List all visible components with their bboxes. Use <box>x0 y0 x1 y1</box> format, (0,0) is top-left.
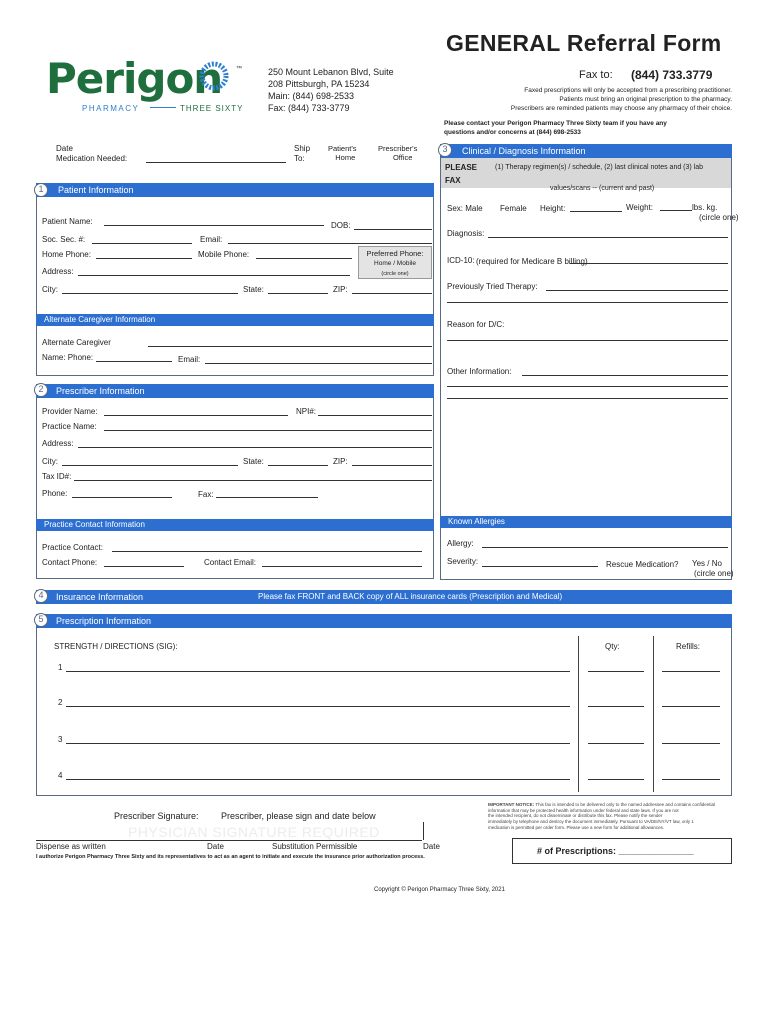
zip-field[interactable] <box>352 293 432 294</box>
rx-qty-field[interactable] <box>588 671 644 672</box>
logo-word: Perigon <box>46 54 223 103</box>
preferred-phone-label: Preferred Phone: <box>366 249 424 258</box>
rx-qty-field[interactable] <box>588 779 644 780</box>
height-label: Height: <box>540 204 566 213</box>
logo-tm: ™ <box>236 66 242 72</box>
preferred-phone-box[interactable] <box>358 246 432 279</box>
substitution-label: Substitution Permissible <box>272 842 358 851</box>
form-title: GENERAL Referral Form <box>446 30 722 56</box>
icd-label: ICD-10: <box>447 256 475 265</box>
rx-sig-field[interactable] <box>66 671 570 672</box>
rx-refills-field[interactable] <box>662 706 720 707</box>
state-label: State: <box>243 285 264 294</box>
logo-sub-left: PHARMACY <box>82 104 140 113</box>
ship-prescriber-option[interactable]: Prescriber's Office <box>378 144 418 162</box>
allergy-field[interactable] <box>482 547 728 548</box>
diagnosis-field[interactable] <box>488 237 728 238</box>
dob-label: DOB: <box>331 221 351 230</box>
ssn-label: Soc. Sec. #: <box>42 235 86 244</box>
signature-watermark: PHYSICIAN SIGNATURE REQUIRED <box>128 824 380 840</box>
refills-header: Refills: <box>676 642 701 651</box>
confidentiality-notice: IMPORTANT NOTICE: This fax is intended to be delivered only to the named addressee and contains confidential information that may be protected health information under federal and state laws. If you are not the intended recipient, do not disseminate or distribute this fax. Please notify the sender immediately by telephone and destroy the document immediately. Pursuant to VA/DE/NY/VT law, only 1 medication is permitted per order form. Please use a new form for additional allowances. <box>488 802 715 830</box>
other-info-field-2[interactable] <box>447 386 728 387</box>
contact-phone-label: Contact Phone: <box>42 558 98 567</box>
caregiver-email-label: Email: <box>178 355 201 364</box>
practice-contact-label: Practice Contact: <box>42 543 103 552</box>
prescriber-phone-field[interactable] <box>72 497 172 498</box>
date-label: Date <box>56 144 73 153</box>
allergy-label: Allergy: <box>447 539 474 548</box>
female-label[interactable]: Female <box>500 204 527 213</box>
section-5-number: 5 <box>34 613 48 627</box>
strength-header: STRENGTH / DIRECTIONS (SIG): <box>54 642 178 651</box>
caregiver-name-phone-label: Name: Phone: <box>42 353 94 362</box>
section-4-header: Insurance Information Please fax FRONT and BACK copy of ALL insurance cards (Prescription and Medical) <box>36 590 732 604</box>
section-1-header: Patient Information <box>36 183 434 197</box>
prev-therapy-label: Previously Tried Therapy: <box>447 282 538 291</box>
contact-email-label: Contact Email: <box>204 558 257 567</box>
prescriber-address-label: Address: <box>42 439 74 448</box>
rx-sig-field[interactable] <box>66 743 570 744</box>
rescue-med-label: Rescue Medication? <box>606 560 679 569</box>
prescriber-phone-label: Phone: <box>42 489 68 498</box>
icd-field[interactable] <box>570 263 728 264</box>
dob-field[interactable] <box>354 229 432 230</box>
prescriber-state-label: State: <box>243 457 264 466</box>
weight-circle-one: (circle one) <box>699 213 739 222</box>
provider-name-field[interactable] <box>104 415 288 416</box>
dispense-date-label: Date <box>207 842 224 851</box>
caregiver-field[interactable] <box>148 346 432 347</box>
please-fax-instructions: (1) Therapy regimen(s) / schedule, (2) last clinical notes and (3) lab <box>495 164 704 171</box>
num-prescriptions-box[interactable] <box>512 838 732 864</box>
tax-id-label: Tax ID#: <box>42 472 72 481</box>
tax-id-field[interactable] <box>74 480 432 481</box>
please-fax-instructions-2: values/scans -- (current and past) <box>550 185 655 192</box>
address-field[interactable] <box>78 275 350 276</box>
rx-refills-field[interactable] <box>662 743 720 744</box>
reason-dc-field[interactable] <box>447 340 728 341</box>
mobile-phone-field[interactable] <box>256 258 352 259</box>
caregiver-email-field[interactable] <box>205 363 432 364</box>
practice-name-field[interactable] <box>104 430 432 431</box>
npi-field[interactable] <box>318 415 432 416</box>
sex-label[interactable]: Sex: Male <box>447 204 483 213</box>
signature-field[interactable] <box>36 822 476 842</box>
fax-to-label: Fax to: <box>579 69 613 81</box>
prescriber-city-label: City: <box>42 457 58 466</box>
insurance-note: Please fax FRONT and BACK copy of ALL insurance cards (Prescription and Medical) <box>258 592 563 601</box>
state-field[interactable] <box>268 293 328 294</box>
practice-contact-section <box>36 531 434 579</box>
logo-sub-right: THREE SIXTY <box>180 104 244 113</box>
section-3-header: Clinical / Diagnosis Information <box>440 144 732 158</box>
prev-therapy-field-2[interactable] <box>447 302 728 303</box>
patient-email-field[interactable] <box>228 243 432 244</box>
section-3-number: 3 <box>438 143 452 157</box>
patient-name-field[interactable] <box>104 225 324 226</box>
zip-label: ZIP: <box>333 285 348 294</box>
rescue-med-yesno[interactable]: Yes / No <box>692 559 722 568</box>
authorization-text: I authorize Perigon Pharmacy Three Sixty and its representatives to act as an agent to initiate and execute the insurance prior authorization process. <box>36 854 425 860</box>
ssn-field[interactable] <box>92 243 192 244</box>
caregiver-name-field[interactable] <box>96 361 172 362</box>
other-info-field-3[interactable] <box>447 398 728 399</box>
rescue-circle-one: (circle one) <box>694 569 734 578</box>
prescriber-fax-field[interactable] <box>216 497 318 498</box>
rx-row-number: 1 <box>58 663 63 672</box>
address-block <box>268 66 394 114</box>
known-allergies-section <box>440 528 732 580</box>
home-phone-label: Home Phone: <box>42 250 91 259</box>
diagnosis-label: Diagnosis: <box>447 229 485 238</box>
signature-instructions: Prescriber, please sign and date below <box>221 811 376 821</box>
contact-email-field[interactable] <box>262 566 422 567</box>
address-line1: 250 Mount Lebanon Blvd, Suite <box>268 67 394 77</box>
address-line2: 208 Pittsburgh, PA 15234 <box>268 79 370 89</box>
notice-3: Prescribers are reminded patients may choose any pharmacy of their choice. <box>510 105 732 112</box>
dispense-label: Dispense as written <box>36 842 106 851</box>
rx-row-number: 4 <box>58 771 63 780</box>
med-needed-field[interactable] <box>146 162 286 163</box>
weight-units[interactable]: lbs. kg. <box>692 203 718 212</box>
city-field[interactable] <box>62 293 238 294</box>
known-allergies-header: Known Allergies <box>440 516 732 528</box>
mobile-phone-label: Mobile Phone: <box>198 250 250 259</box>
severity-label: Severity: <box>447 557 479 566</box>
practice-contact-header: Practice Contact Information <box>36 519 434 531</box>
home-phone-field[interactable] <box>96 258 192 259</box>
section-4-number: 4 <box>34 589 48 603</box>
section-1-number: 1 <box>34 183 48 197</box>
alt-caregiver-section <box>36 326 434 376</box>
notices <box>432 86 732 113</box>
med-needed-label: Medication Needed: <box>56 154 128 163</box>
notice-1: Faxed prescriptions will only be accepted from a prescribing practitioner. <box>524 87 732 94</box>
fax-to-number: (844) 733.3779 <box>631 68 713 82</box>
fax-number: Fax: (844) 733-3779 <box>268 103 350 113</box>
ship-to-label: To: <box>294 154 305 163</box>
ship-patient-option[interactable]: Patient's Home <box>328 144 357 162</box>
caregiver-label: Alternate Caregiver <box>42 338 111 347</box>
substitution-date-label: Date <box>423 842 440 851</box>
notice-2: Patients must bring an original prescription to the pharmacy. <box>559 96 732 103</box>
main-phone: Main: (844) 698-2533 <box>268 91 355 101</box>
severity-field[interactable] <box>482 566 598 567</box>
prescriber-city-field[interactable] <box>62 465 238 466</box>
copyright: Copyright © Perigon Pharmacy Three Sixty, 2021 <box>374 887 505 893</box>
prescriber-state-field[interactable] <box>268 465 328 466</box>
section-5-header: Prescription Information <box>36 614 732 628</box>
contact-notice: Please contact your Perigon Pharmacy Three Sixty team if you have any questions and/or concerns at (844) 698-2533 <box>444 120 667 136</box>
please-fax-label: PLEASE FAX <box>445 163 478 185</box>
qty-header: Qty: <box>605 642 620 651</box>
other-info-label: Other Information: <box>447 367 512 376</box>
dotted-ring-icon <box>199 61 229 91</box>
reason-dc-label: Reason for D/C: <box>447 320 505 329</box>
npi-label: NPI#: <box>296 407 317 416</box>
num-prescriptions-label: # of Prescriptions: _______________ <box>537 846 694 856</box>
icd-note: (required for Medicare B billing) <box>476 257 588 266</box>
clinical-section <box>440 150 732 518</box>
alt-caregiver-header: Alternate Caregiver Information <box>36 314 434 326</box>
logo-wordmark <box>46 54 222 103</box>
rx-qty-field[interactable] <box>588 743 644 744</box>
practice-name-label: Practice Name: <box>42 422 97 431</box>
weight-field[interactable] <box>660 210 692 211</box>
section-2-number: 2 <box>34 383 48 397</box>
prescriber-zip-label: ZIP: <box>333 457 348 466</box>
section-2-header: Prescriber Information <box>36 384 434 398</box>
refills-column-divider <box>653 636 654 792</box>
prescriber-zip-field[interactable] <box>352 465 432 466</box>
preferred-phone-circle: (circle one) <box>381 271 409 277</box>
address-label: Address: <box>42 267 74 276</box>
preferred-phone-options: Home / Mobile <box>374 260 416 267</box>
prescriber-fax-label: Fax: <box>198 490 214 499</box>
prescriber-address-field[interactable] <box>78 447 432 448</box>
rx-row-number: 2 <box>58 698 63 707</box>
weight-label: Weight: <box>626 203 653 212</box>
contact-phone-field[interactable] <box>104 566 184 567</box>
rx-refills-field[interactable] <box>662 779 720 780</box>
practice-contact-field[interactable] <box>112 551 422 552</box>
rx-refills-field[interactable] <box>662 671 720 672</box>
prescriber-signature-label: Prescriber Signature: <box>114 811 199 821</box>
rx-row-number: 3 <box>58 735 63 744</box>
provider-name-label: Provider Name: <box>42 407 98 416</box>
rx-qty-field[interactable] <box>588 706 644 707</box>
prev-therapy-field[interactable] <box>546 290 728 291</box>
other-info-field[interactable] <box>522 375 728 376</box>
rx-sig-field[interactable] <box>66 706 570 707</box>
city-label: City: <box>42 285 58 294</box>
patient-name-label: Patient Name: <box>42 217 93 226</box>
patient-email-label: Email: <box>200 235 223 244</box>
rx-sig-field[interactable] <box>66 779 570 780</box>
ship-label: Ship <box>294 144 311 153</box>
height-field[interactable] <box>570 211 622 212</box>
qty-column-divider <box>578 636 579 792</box>
